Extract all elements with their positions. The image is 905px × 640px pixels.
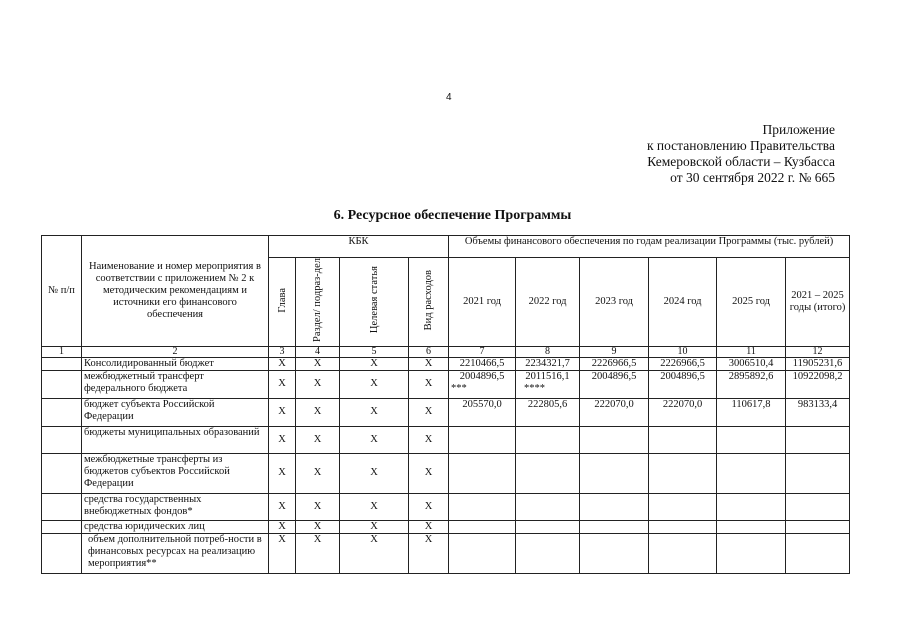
page-number: 4 [446,92,452,103]
footnote-mark: *** [451,382,467,394]
kbk-cell: Х [296,398,340,426]
header-num: № п/п [42,236,82,347]
col-number: 2 [82,346,269,357]
col-number: 12 [786,346,850,357]
value-cell [580,493,649,520]
kbk-cell: Х [409,370,449,398]
table-row [42,520,850,533]
cell-num [42,357,82,370]
kbk-cell: Х [409,533,449,573]
value-cell [516,453,580,493]
kbk-cell: Х [340,453,409,493]
value-cell: 2004896,5 [649,370,717,398]
value-cell: 222070,0 [649,398,717,426]
kbk-cell: Х [409,398,449,426]
header-year: 2024 год [649,258,717,347]
value-cell: 2004896,5 *** [449,370,516,398]
kbk-cell: Х [269,398,296,426]
col-number: 10 [649,346,717,357]
value-cell [580,520,649,533]
kbk-cell: Х [296,453,340,493]
kbk-cell: Х [296,426,340,453]
kbk-cell: Х [340,370,409,398]
value-cell [786,520,850,533]
value-cell: 2226966,5 [580,357,649,370]
value-cell [649,453,717,493]
value-cell [449,493,516,520]
kbk-cell: Х [409,520,449,533]
value-cell [449,453,516,493]
header-volumes: Объемы финансового обеспечения по годам реализации Программы (тыс. рублей) [449,236,850,258]
value-cell [516,426,580,453]
value-cell [649,520,717,533]
row-name: бюджет субъекта Российской Федерации [82,398,269,426]
cell-num [42,493,82,520]
table-row [42,370,850,398]
row-name: Консолидированный бюджет [82,357,269,370]
kbk-cell: Х [269,426,296,453]
value-cell: 983133,4 [786,398,850,426]
kbk-cell: Х [340,398,409,426]
value-cell [717,493,786,520]
kbk-cell: Х [296,493,340,520]
value-cell [449,533,516,573]
value-cell [580,533,649,573]
kbk-cell: Х [340,533,409,573]
table-row [42,453,850,493]
header-kbk-col: Целевая статья [340,258,409,347]
value-cell: 2234321,7 [516,357,580,370]
value-cell [580,453,649,493]
col-number: 9 [580,346,649,357]
cell-num [42,370,82,398]
appendix-line: к постановлению Правительства [646,138,835,153]
header-year: 2023 год [580,258,649,347]
appendix-line: от 30 сентября 2022 г. № 665 [670,170,835,185]
header-year: 2021 год [449,258,516,347]
header-kbk: КБК [269,236,449,258]
header-year-total: 2021 – 2025 годы (итого) [786,258,850,347]
value-cell: 3006510,4 [717,357,786,370]
value-cell: 2210466,5 [449,357,516,370]
value-cell: 2226966,5 [649,357,717,370]
kbk-cell: Х [409,493,449,520]
col-number: 11 [717,346,786,357]
value-cell [717,533,786,573]
kbk-cell: Х [340,520,409,533]
value-cell: 110617,8 [717,398,786,426]
appendix-line: Приложение [762,122,835,137]
kbk-cell: Х [409,426,449,453]
value-cell [717,520,786,533]
header-name: Наименование и номер мероприятия в соответствии с приложением № 2 к методическим рекомендациям и источники его финансового обеспечения [82,236,269,347]
value-cell [449,520,516,533]
col-number: 4 [296,346,340,357]
value-cell [580,426,649,453]
table-row [42,398,850,426]
kbk-cell: Х [409,453,449,493]
cell-num [42,426,82,453]
value-cell [649,533,717,573]
section-title: 6. Ресурсное обеспечение Программы [333,208,572,223]
appendix-line: Кемеровской области – Кузбасса [647,154,835,169]
col-number: 8 [516,346,580,357]
value-cell [786,453,850,493]
kbk-cell: Х [269,370,296,398]
value-cell: 222070,0 [580,398,649,426]
value-cell: 11905231,6 [786,357,850,370]
kbk-cell: Х [340,426,409,453]
row-name: средства юридических лиц [82,520,269,533]
col-number: 5 [340,346,409,357]
kbk-cell: Х [269,493,296,520]
value-cell: 2004896,5 [580,370,649,398]
value-cell [516,533,580,573]
header-year: 2022 год [516,258,580,347]
appendix-block [647,122,835,186]
value-cell: 10922098,2 [786,370,850,398]
kbk-cell: Х [269,533,296,573]
col-number: 1 [42,346,82,357]
header-kbk-col: Глава [269,258,296,347]
value-cell: 205570,0 [449,398,516,426]
kbk-cell: Х [340,357,409,370]
cell-num [42,453,82,493]
value-cell [516,493,580,520]
kbk-cell: Х [340,493,409,520]
row-name: бюджеты муниципальных образований [82,426,269,453]
value-cell: 2011516,1 **** [516,370,580,398]
cell-num [42,533,82,573]
row-name: межбюджетный трансферт федерального бюджета [82,370,269,398]
table-row [42,357,850,370]
col-number: 7 [449,346,516,357]
value-cell [649,426,717,453]
kbk-cell: Х [269,520,296,533]
kbk-cell: Х [269,357,296,370]
value-cell [649,493,717,520]
kbk-cell: Х [296,370,340,398]
col-number: 6 [409,346,449,357]
row-name: объем дополнительной потреб-ности в финансовых ресурсах на реализацию мероприятия** [82,533,269,573]
kbk-cell: Х [409,357,449,370]
row-name: межбюджетные трансферты из бюджетов субъектов Российской Федерации [82,453,269,493]
cell-num [42,520,82,533]
value-cell [717,426,786,453]
value-cell: 2895892,6 [717,370,786,398]
header-year: 2025 год [717,258,786,347]
value-cell: 222805,6 [516,398,580,426]
footnote-mark: **** [524,382,546,394]
value-cell [786,426,850,453]
header-kbk-col: Вид расходов [409,258,449,347]
value-cell [786,533,850,573]
value-cell [516,520,580,533]
cell-num [42,398,82,426]
table-row [42,493,850,520]
kbk-cell: Х [296,357,340,370]
table-row [42,426,850,453]
row-name: средства государственных внебюджетных фондов* [82,493,269,520]
value-cell [786,493,850,520]
kbk-cell: Х [269,453,296,493]
resource-table [41,235,850,574]
header-kbk-col: Раздел/ подраз-дел [296,258,340,347]
value-cell [717,453,786,493]
table-row [42,533,850,573]
value-cell [449,426,516,453]
col-number: 3 [269,346,296,357]
kbk-cell: Х [296,533,340,573]
kbk-cell: Х [296,520,340,533]
